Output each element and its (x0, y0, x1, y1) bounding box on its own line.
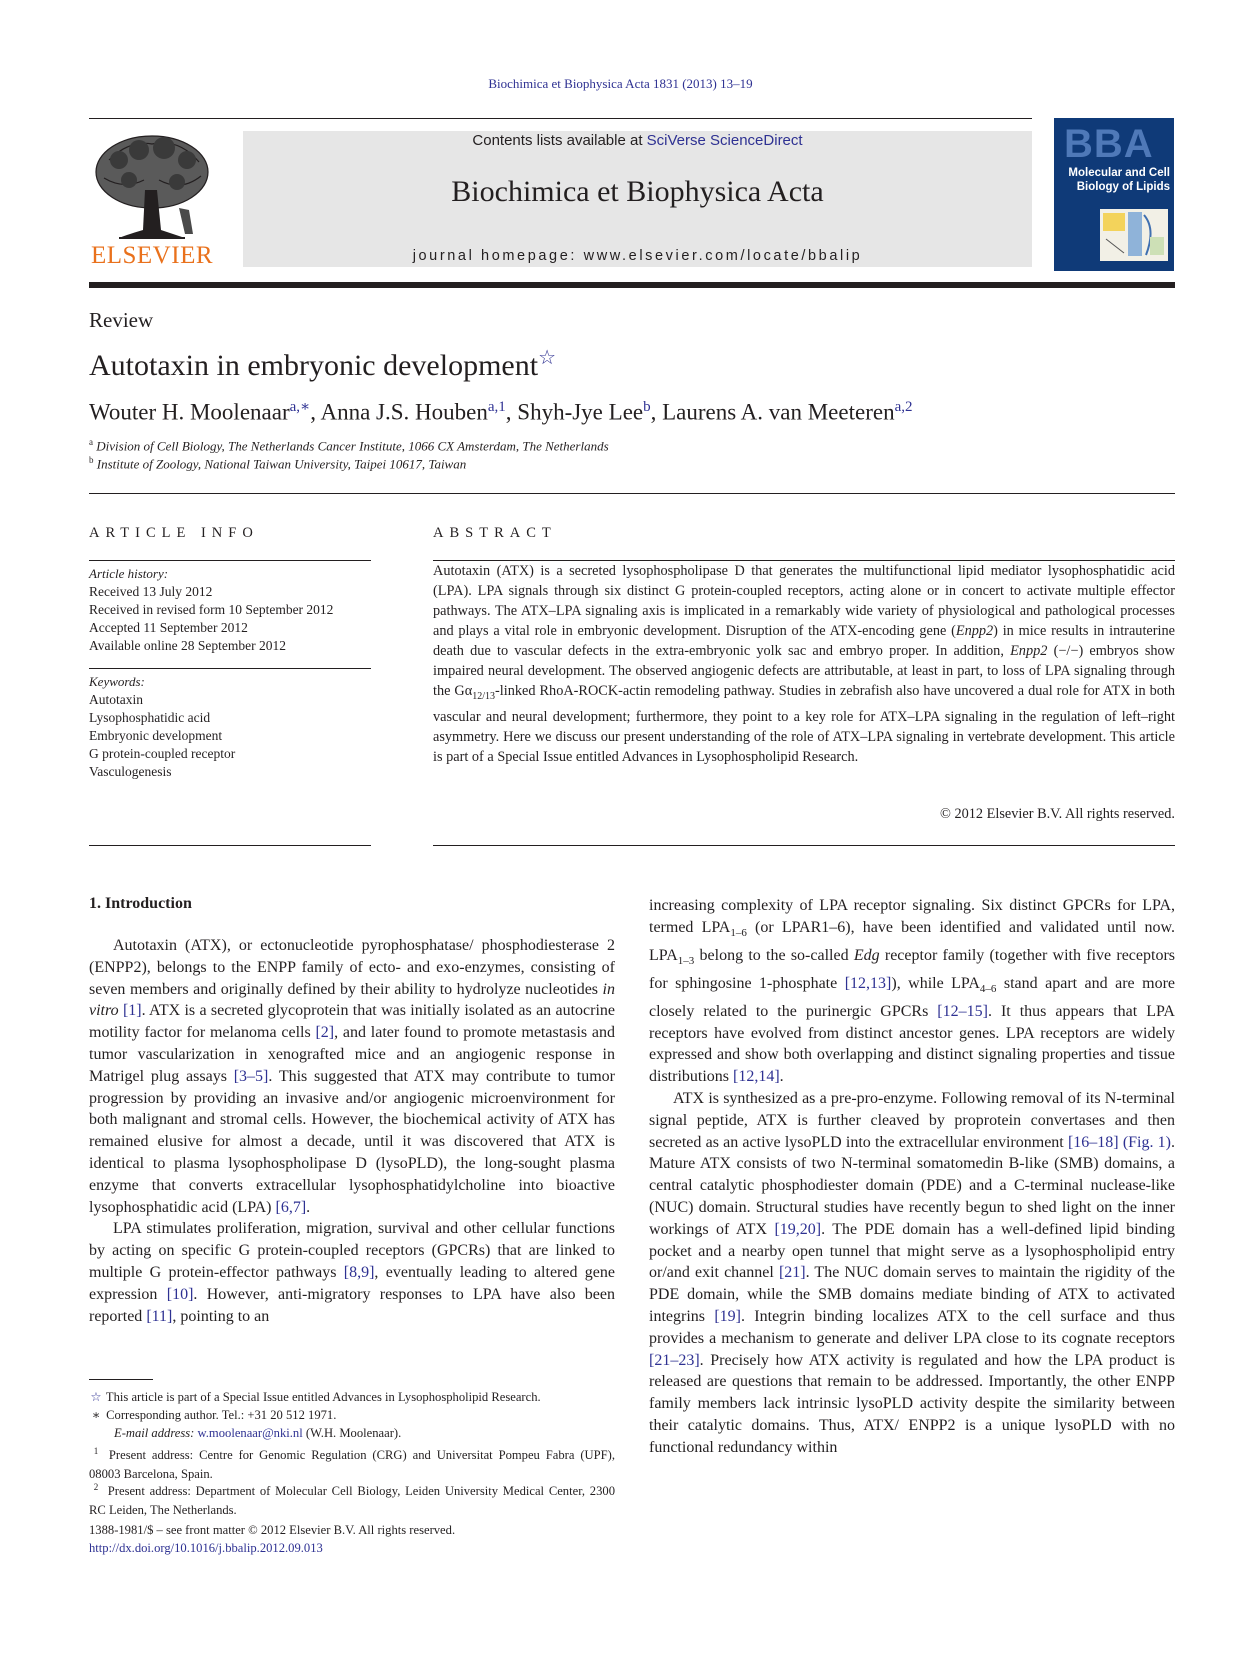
abstract-copyright: © 2012 Elsevier B.V. All rights reserved. (940, 806, 1175, 822)
journal-citation-link[interactable]: Biochimica et Biophysica Acta 1831 (2013) 13–19 (488, 76, 753, 91)
abstract-heading: ABSTRACT (433, 525, 557, 541)
body-text: . The PDE domain has a well-defined lipid binding pocket and a nearby open tunnel that might serve as a lysophospholipid entry or/and exit channel (649, 1220, 1176, 1282)
keyword-item: Embryonic development (89, 728, 223, 743)
abstract-body (433, 561, 1175, 767)
body-paragraph: increasing complexity of LPA receptor signaling. Six distinct GPCRs for LPA, termed $LPA_{1-6}$ (or LPAR1–6), have been identified and validated until now. $LPA_{1-3}$ belong to the so-called Edg receptor family (together with five receptors for sphingosine 1-phosphate [12,13]), while $LPA_{4-6}$ stand apart and are more closely related to the purinergic GPCRs [12–15]. It thus appears that LPA receptors have evolved from distinct ancestor genes. LPA receptors are widely expressed and show both overlapping and distinct signaling properties and tissue distributions [12,14]. (649, 897, 1176, 1086)
footnote-text: (W.H. Moolenaar). (305, 1426, 402, 1440)
keyword-item: Vasculogenesis (89, 764, 172, 779)
keywords-rule (89, 668, 371, 669)
citation-link[interactable]: [6,7] (275, 1198, 307, 1216)
footnote-rule (89, 1379, 153, 1380)
body-text: LPA stimulates proliferation, migration, survival and other cellular functions by acting on specific G protein-coupled receptors (GPCRs) that are linked to multiple G protein-effector pathways (89, 1220, 615, 1281)
history-item: Accepted 11 September 2012 (89, 620, 248, 635)
author-affiliation-mark[interactable]: a,1 (487, 399, 506, 415)
body-text: Autotaxin (ATX), or ectonucleotide pyrophosphatase/ phosphodiesterase 2 (ENPP2), belongs to the ENPP family of ecto- and exo-enzymes, consisting of seven members and originally defined by their ability to hydrolyze nucleotides (89, 937, 615, 998)
elsevier-tree-icon (89, 130, 215, 240)
citation-link[interactable]: [19] (714, 1307, 741, 1325)
gene-name: Enpp2 (1010, 643, 1048, 659)
author-affiliation-mark[interactable]: b (643, 399, 651, 415)
citation-link[interactable]: [12,13] (844, 974, 892, 992)
contents-prefix: Contents lists available at (472, 132, 647, 149)
history-item: Available online 28 September 2012 (89, 638, 286, 653)
footnote-star-icon: ☆ (90, 1390, 102, 1404)
body-text: receptor family (together with five receptors for sphingosine 1-phosphate (649, 946, 1176, 992)
author-name: Wouter H. Moolenaar (89, 399, 290, 425)
footnote-1 (89, 1442, 615, 1483)
body-left-column (89, 935, 615, 1327)
history-item: Received in revised form 10 September 2012 (89, 602, 334, 617)
keyword-item: Lysophosphatidic acid (89, 710, 211, 725)
cover-subtitle: Molecular and Cell Biology of Lipids (1068, 167, 1170, 193)
author-name: Anna J.S. Houben (320, 399, 488, 425)
author-affiliation-mark[interactable]: a,2 (894, 399, 913, 415)
body-text: . This suggested that ATX may contribute to tumor progression by providing an invasive and/or angiogenic microenvironment for both malignant and stromal cells. However, the biochemical activity of ATX has remained elusive for almost a decade, until it was discovered that ATX is identical to plasma lysophospholipase D (lysoPLD), the long-sought plasma enzyme that converts extracellular lysophosphatidylcholine into bioactive lysophosphatidic acid (LPA) (89, 1067, 615, 1216)
body-text: , pointing to an (172, 1307, 270, 1325)
history-item: Received 13 July 2012 (89, 584, 213, 599)
body-text: increasing complexity of LPA receptor signaling. Six distinct GPCRs for LPA, termed LPA (649, 897, 1175, 936)
citation-link[interactable]: [21–23] (649, 1351, 700, 1369)
gene-name: Enpp2 (955, 623, 994, 639)
citation-link[interactable]: [10] (166, 1285, 194, 1303)
body-text: . ATX is a secreted glycoprotein that was initially isolated as an autocrine motility factor for melanoma cells (89, 1002, 616, 1042)
author-separator: , (505, 399, 518, 425)
sciencedirect-link[interactable]: SciVerse ScienceDirect (646, 132, 803, 149)
info-bottom-rule (89, 845, 371, 846)
footnote-text: Corresponding author. Tel.: +31 20 512 1971. (106, 1408, 337, 1422)
section-heading: 1. Introduction (89, 895, 192, 912)
subscript: 12/13 (472, 690, 496, 702)
body-text: , eventually leading to altered gene expression (89, 1263, 616, 1303)
body-text: ATX is synthesized as a pre-pro-enzyme. Following removal of its N-terminal signal peptide, ATX is further cleaved by proprotein convertases and then secreted as an active lysoPLD into the extracellular environment (649, 1089, 1175, 1151)
figure-link[interactable]: (Fig. 1) (1122, 1133, 1172, 1151)
affiliation-mark: b (89, 455, 94, 465)
affiliation-mark: a (89, 437, 93, 447)
footnote-2 (89, 1478, 615, 1519)
author-separator: , (310, 399, 321, 425)
article-info-heading: ARTICLE INFO (89, 525, 259, 541)
abstract-text: (−/−) embryos show impaired neural development. The observed angiogenic defects are attributable, at least in part, to loss of LPA signaling through the Gα (433, 643, 1175, 699)
citation-link[interactable]: [8,9] (343, 1263, 375, 1281)
citation-link[interactable]: [19,20] (774, 1220, 822, 1238)
title-footnote-star-icon[interactable]: ☆ (538, 347, 556, 369)
affiliation-text: Division of Cell Biology, The Netherlands Cancer Institute, 1066 CX Amsterdam, The Netherlands (96, 438, 609, 454)
citation-link[interactable]: [2] (315, 1024, 335, 1042)
email-label: E-mail address: (114, 1426, 195, 1440)
footnote-corresponding (89, 1406, 615, 1425)
body-text: . The NUC domain serves to maintain the rigidity of the PDE domain, while the SMB domains mediate binding of ATX to activated integrins (649, 1264, 1175, 1325)
footnote-mark: 2 (93, 1482, 99, 1492)
subscript: 4–6 (979, 982, 997, 995)
body-text: ), while LPA (891, 974, 980, 992)
footnote-text: This article is part of a Special Issue entitled Advances in Lysophospholipid Research. (105, 1390, 541, 1404)
article-title (89, 345, 556, 383)
body-text: stand apart and are more closely related to the purinergic GPCRs (649, 974, 1175, 1020)
issn-line: 1388-1981/$ – see front matter © 2012 Elsevier B.V. All rights reserved. (89, 1523, 456, 1537)
journal-homepage[interactable]: journal homepage: www.elsevier.com/locate/bbalip (412, 248, 863, 264)
doi-link[interactable]: http://dx.doi.org/10.1016/j.bbalip.2012.09.013 (89, 1541, 323, 1555)
abstract-text: Autotaxin (ATX) is a secreted lysophospholipase D that generates the multifunctional lipid mediator lysophosphatidic acid (LPA). LPA signals through six distinct G protein-coupled receptors, acting alone or in concert to activate multiple effector pathways. The ATX–LPA signaling axis is implicated in a remarkably wide variety of physiological and pathological processes and plays a vital role in embryonic development. Disruption of the ATX-encoding gene ( (433, 563, 1175, 639)
elsevier-wordmark: ELSEVIER (90, 242, 214, 269)
journal-cover (1054, 118, 1174, 271)
citation-link[interactable]: [16–18] (1067, 1133, 1119, 1151)
citation-link[interactable]: [1] (122, 1002, 142, 1020)
author-name: Laurens A. van Meeteren (662, 399, 895, 425)
citation-link[interactable]: [21] (778, 1264, 806, 1282)
body-text: , and later found to promote metastasis and tumor vascularization in xenografted mice and an angiogenic response in Matrigel plug assays (89, 1024, 616, 1085)
keyword-item: Autotaxin (89, 692, 143, 707)
article-history-label: Article history: (89, 566, 169, 581)
cover-figure (1100, 209, 1168, 261)
citation-link[interactable]: [12,14] (733, 1068, 780, 1086)
abstract-text: -linked RhoA-ROCK-actin remodeling pathway. Studies in zebrafish also have uncovered a dual role for ATX in both vascular and neural development; furthermore, they point to a key role for ATX–LPA signaling in the regulation of left–right asymmetry. Here we discuss our present understanding of the role of ATX–LPA signaling in vertebrate development. This article is part of a Special Issue entitled Advances in Lysophospholipid Research. (433, 683, 1176, 765)
citation-link[interactable]: [11] (146, 1307, 173, 1325)
author-list (89, 397, 913, 426)
header-heavy-rule (89, 282, 1175, 288)
abstract-text: ) in mice results in intrauterine death due to vascular defects in the extra-embryonic yolk sac and embryo proper. In addition, (433, 623, 1175, 659)
body-text: . However, anti-migratory responses to LPA have also been reported (89, 1285, 616, 1325)
keywords-label: Keywords: (89, 674, 145, 689)
author-affiliation-mark[interactable]: a,∗ (289, 399, 311, 415)
footnote-star (89, 1388, 615, 1407)
elsevier-logo (89, 130, 215, 270)
body-text: . Integrin binding localizes ATX to the cell surface and thus provides a mechanism to generate and deliver LPA close to its cognate receptors (649, 1307, 1176, 1347)
cover-diagram-icon (1100, 209, 1168, 261)
article-title-text: Autotaxin in embryonic development (89, 349, 539, 382)
affiliation-a (89, 437, 609, 454)
abstract-bottom-rule (433, 845, 1175, 846)
body-text: . It thus appears that LPA receptors have evolved from distinct ancestor genes. LPA receptors are widely expressed and show both overlapping and distinct signaling properties and tissue distributions (649, 1002, 1175, 1086)
body-text: . Precisely how ATX activity is regulated and how the LPA product is released are questions that remain to be addressed. Importantly, the other ENPP family members lack intrinsic lysoPLD activity despite the similarity between their catalytic domains. Thus, ATX/ ENPP2 is a unique lysoPLD with no functional redundancy within (649, 1351, 1175, 1456)
affiliation-text: Institute of Zoology, National Taiwan University, Taipei 10617, Taiwan (96, 456, 467, 472)
footnote-text: Present address: Department of Molecular Cell Biology, Leiden University Medical Center, 2300 RC Leiden, The Netherlands. (89, 1484, 615, 1517)
body-paragraph (89, 1218, 615, 1327)
journal-masthead (243, 131, 1032, 267)
body-paragraph: Autotaxin (ATX), or ectonucleotide pyrophosphatase/ phosphodiesterase 2 (ENPP2), belongs to the ENPP family of ecto- and exo-enzymes, consisting of seven members and originally defined by their ability to hydrolyze nucleotides in vitro [1]. ATX is a secreted glycoprotein that was initially isolated as an autocrine motility factor for melanoma cells [2], and later found to promote metastasis and tumor vascularization in xenografted mice and an angiogenic response in Matrigel plug assays [3–5]. This suggested that ATX may contribute to tumor progression by providing an invasive and/or angiogenic microenvironment for both malignant and stromal cells. However, the biochemical activity of ATX has remained elusive for almost a decade, until it was discovered that ATX is identical to plasma lysophospholipase D (lysoPLD), the long-sought plasma enzyme that converts extracellular lysophosphatidylcholine into bioactive lysophosphatidic acid (LPA) [6,7]. (89, 937, 616, 1216)
citation-link[interactable]: [12–15] (937, 1002, 988, 1020)
author-name: Shyh-Jye Lee (517, 399, 644, 425)
contents-line (243, 132, 1032, 149)
footnote-mark: 1 (93, 1446, 99, 1456)
author-separator: , (650, 399, 663, 425)
body-text: . Mature ATX consists of two N-terminal somatomedin B-like (SMB) domains, a central catalytic phosphodiester domain (PDE) and a C-terminal nuclease-like (NUC) domain. Structural studies have recently begun to shed light on the inner workings of ATX (649, 1133, 1176, 1238)
body-right-column (649, 895, 1175, 1458)
italic-term: Edg (853, 946, 880, 964)
footnote-email (89, 1424, 615, 1443)
affiliation-b (89, 455, 466, 472)
subscript: 1–6 (730, 926, 747, 939)
italic-term: in vitro (89, 980, 615, 1020)
keyword-item: G protein-coupled receptor (89, 746, 236, 761)
footnote-text: Present address: Centre for Genomic Regulation (CRG) and Universitat Pompeu Fabra (UPF), 08003 Barcelona, Spain. (89, 1448, 615, 1481)
citation-link[interactable]: [3–5] (233, 1067, 269, 1085)
article-type: Review (89, 308, 154, 332)
title-block-rule (89, 493, 1175, 494)
top-rule (89, 118, 1032, 119)
body-text: belong to the so-called (694, 946, 854, 964)
journal-title: Biochimica et Biophysica Acta (451, 175, 824, 208)
cover-title: BBA (1064, 122, 1154, 166)
body-paragraph (649, 1088, 1175, 1459)
email-link[interactable]: w.moolenaar@nki.nl (197, 1426, 303, 1440)
footnote-asterisk-icon: ∗ (91, 1408, 101, 1422)
body-text: (or LPAR1–6), have been identified and validated until now. LPA (649, 918, 1175, 964)
article-info-rule (89, 560, 371, 561)
subscript: 1–3 (677, 954, 695, 967)
